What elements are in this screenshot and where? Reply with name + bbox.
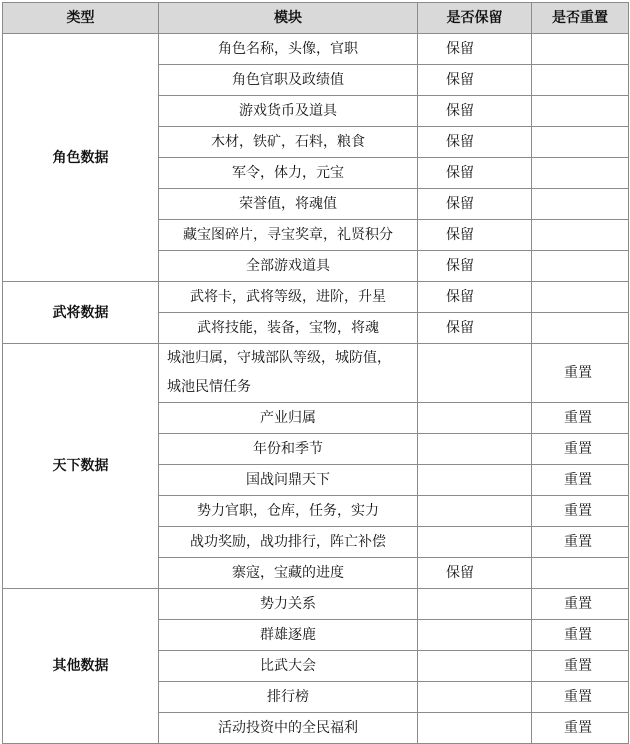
module-cell: 荣誉值，将魂值 xyxy=(159,189,418,220)
keep-cell: 保留 xyxy=(418,127,532,158)
reset-cell xyxy=(532,34,629,65)
keep-cell: 保留 xyxy=(418,96,532,127)
module-cell: 武将卡，武将等级，进阶，升星 xyxy=(159,282,418,313)
keep-cell: 保留 xyxy=(418,220,532,251)
reset-cell: 重置 xyxy=(532,651,629,682)
module-cell: 武将技能，装备，宝物，将魂 xyxy=(159,313,418,344)
table-row xyxy=(3,34,629,65)
module-cell: 国战问鼎天下 xyxy=(159,465,418,496)
reset-cell: 重置 xyxy=(532,620,629,651)
keep-cell: 保留 xyxy=(418,158,532,189)
reset-cell: 重置 xyxy=(532,682,629,713)
module-cell: 寨寇，宝藏的进度 xyxy=(159,558,418,589)
table-row xyxy=(3,589,629,620)
module-line: 城池归属，守城部队等级，城防值， xyxy=(167,350,391,366)
keep-cell: 保留 xyxy=(418,558,532,589)
reset-cell: 重置 xyxy=(532,496,629,527)
module-cell: 产业归属 xyxy=(159,403,418,434)
keep-cell: 保留 xyxy=(418,251,532,282)
group-type-cell: 角色数据 xyxy=(3,34,159,282)
reset-cell: 重置 xyxy=(532,589,629,620)
keep-cell xyxy=(418,434,532,465)
header-module: 模块 xyxy=(159,3,418,34)
module-cell: 战功奖励，战功排行，阵亡补偿 xyxy=(159,527,418,558)
module-cell: 军令，体力，元宝 xyxy=(159,158,418,189)
module-cell: 比武大会 xyxy=(159,651,418,682)
keep-cell: 保留 xyxy=(418,189,532,220)
keep-cell xyxy=(418,713,532,744)
module-cell: 角色名称，头像，官职 xyxy=(159,34,418,65)
reset-cell: 重置 xyxy=(532,434,629,465)
module-cell: 全部游戏道具 xyxy=(159,251,418,282)
group-type-cell: 天下数据 xyxy=(3,344,159,589)
header-type: 类型 xyxy=(3,3,159,34)
keep-cell xyxy=(418,651,532,682)
module-cell: 藏宝图碎片，寻宝奖章，礼贤积分 xyxy=(159,220,418,251)
module-cell: 角色官职及政绩值 xyxy=(159,65,418,96)
reset-cell: 重置 xyxy=(532,344,629,403)
reset-cell xyxy=(532,127,629,158)
module-cell: 游戏货币及道具 xyxy=(159,96,418,127)
reset-cell xyxy=(532,220,629,251)
module-cell: 势力关系 xyxy=(159,589,418,620)
reset-cell xyxy=(532,189,629,220)
reset-cell: 重置 xyxy=(532,403,629,434)
header-row xyxy=(3,3,629,34)
module-cell: 年份和季节 xyxy=(159,434,418,465)
keep-cell: 保留 xyxy=(418,313,532,344)
reset-cell xyxy=(532,65,629,96)
keep-cell: 保留 xyxy=(418,282,532,313)
keep-cell xyxy=(418,589,532,620)
reset-cell xyxy=(532,251,629,282)
reset-cell xyxy=(532,96,629,127)
table-row xyxy=(3,344,629,403)
reset-cell: 重置 xyxy=(532,465,629,496)
module-cell: 木材，铁矿，石料，粮食 xyxy=(159,127,418,158)
keep-cell xyxy=(418,465,532,496)
keep-cell xyxy=(418,682,532,713)
reset-cell xyxy=(532,282,629,313)
keep-cell xyxy=(418,344,532,403)
keep-cell xyxy=(418,527,532,558)
module-cell: 势力官职，仓库，任务，实力 xyxy=(159,496,418,527)
header-keep: 是否保留 xyxy=(418,3,532,34)
keep-cell xyxy=(418,496,532,527)
module-cell: 排行榜 xyxy=(159,682,418,713)
keep-cell xyxy=(418,403,532,434)
module-cell xyxy=(159,344,418,403)
keep-cell: 保留 xyxy=(418,65,532,96)
module-cell: 活动投资中的全民福利 xyxy=(159,713,418,744)
document xyxy=(2,2,629,744)
module-cell: 群雄逐鹿 xyxy=(159,620,418,651)
reset-cell xyxy=(532,558,629,589)
data-reset-table xyxy=(2,2,629,744)
keep-cell xyxy=(418,620,532,651)
reset-cell: 重置 xyxy=(532,527,629,558)
keep-cell: 保留 xyxy=(418,34,532,65)
group-type-cell: 其他数据 xyxy=(3,589,159,744)
module-line: 城池民情任务 xyxy=(167,379,251,395)
reset-cell: 重置 xyxy=(532,713,629,744)
table-row xyxy=(3,282,629,313)
reset-cell xyxy=(532,313,629,344)
header-reset: 是否重置 xyxy=(532,3,629,34)
reset-cell xyxy=(532,158,629,189)
group-type-cell: 武将数据 xyxy=(3,282,159,344)
